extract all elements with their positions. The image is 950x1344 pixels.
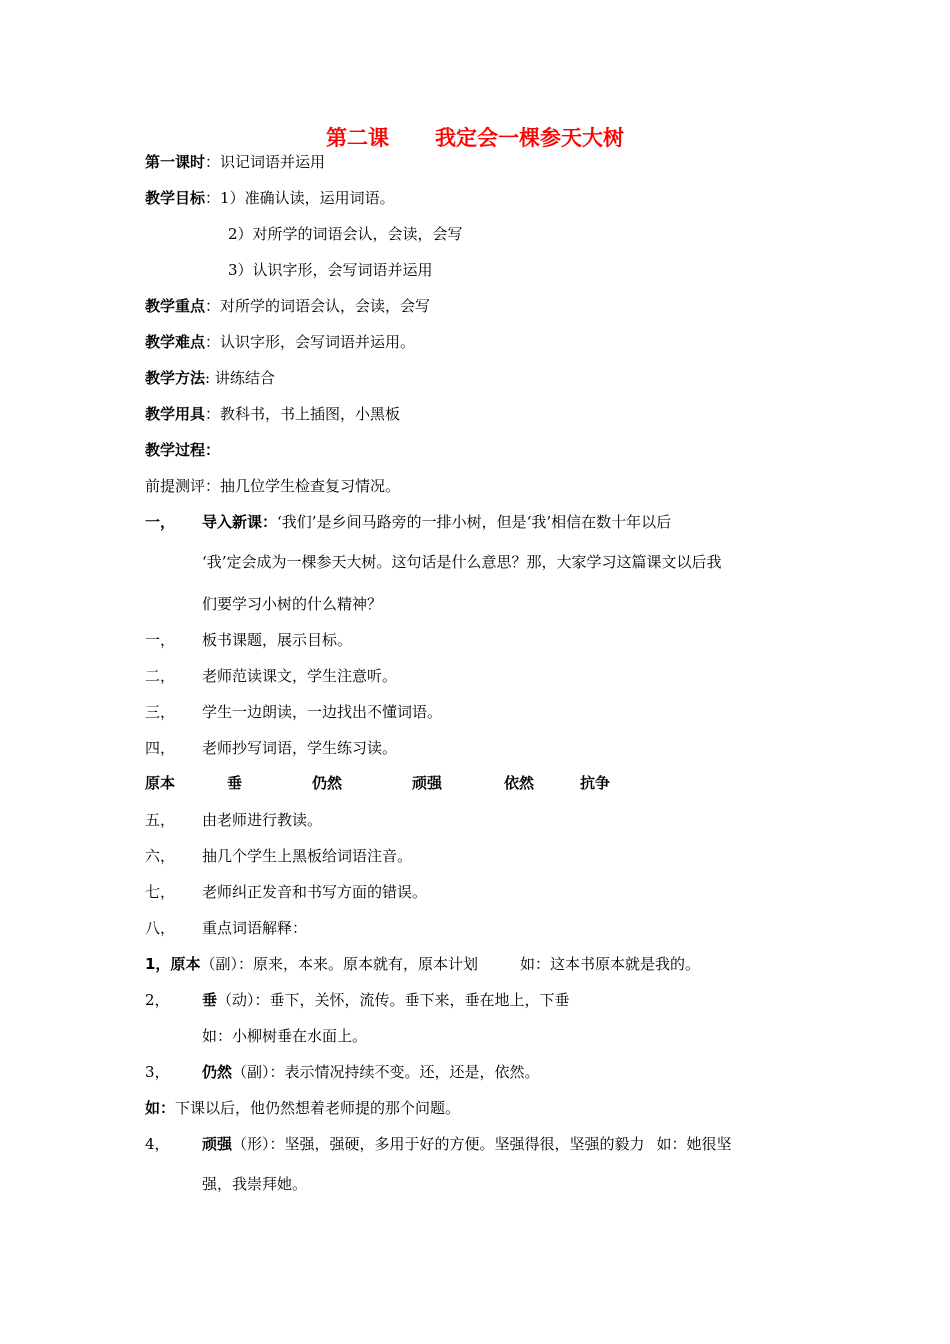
goal-item: 1）准确认读，运用词语。 <box>220 189 395 207</box>
key-point-line: 教学重点：对所学的词语会认，会读，会写 <box>145 297 431 315</box>
vocab-word: 垂 <box>227 774 243 792</box>
intro-line: 一， 导入新课：‘我们’是乡间马路旁的一排小树，但是‘我’相信在数十年以后 <box>145 513 672 531</box>
lesson-period-label: 第一课时 <box>145 153 206 171</box>
difficulty-label: 教学难点 <box>145 333 206 351</box>
vocab-word: 原本 <box>145 774 176 792</box>
method-line: 教学方法: 讲练结合 <box>145 369 275 387</box>
definition-word: 顽强 <box>202 1135 233 1153</box>
title-lesson-name: 我定会一棵参天大树 <box>435 126 624 150</box>
goal-item: 3）认识字形，会写词语并运用 <box>228 261 433 279</box>
definition-word: 仍然 <box>202 1063 233 1081</box>
definition-word: 原本 <box>170 955 201 973</box>
tools-label: 教学用具 <box>145 405 206 423</box>
step-item: 四， 老师抄写词语，学生练习读。 <box>145 739 398 757</box>
definition-item: 1，原本（副）：原来，本来。原本就有，原本计划 如：这本书原本就是我的。 <box>145 955 700 973</box>
definition-example: 如：小柳树垂在水面上。 <box>202 1027 368 1045</box>
step-item: 五， 由老师进行教读。 <box>145 811 323 829</box>
step-item: 六， 抽几个学生上黑板给词语注音。 <box>145 847 413 865</box>
page-title <box>0 122 950 152</box>
intro-continuation: 们要学习小树的什么精神？ <box>202 595 383 613</box>
goals-label: 教学目标 <box>145 189 206 207</box>
vocab-word: 顽强 <box>412 774 443 792</box>
intro-continuation: ‘我’定会成为一棵参天大树。这句话是什么意思？那，大家学习这篇课文以后我 <box>202 553 722 571</box>
definition-item: 2， 垂（动）：垂下，关怀，流传。垂下来，垂在地上，下垂 <box>145 991 570 1009</box>
lesson-period-line: 第一课时：识记词语并运用 <box>145 153 326 171</box>
difficulty-line: 教学难点：认识字形，会写词语并运用。 <box>145 333 416 351</box>
lesson-period-text: 识记词语并运用 <box>220 153 326 171</box>
step-item: 一， 板书课题，展示目标。 <box>145 631 353 649</box>
definition-example: 强，我崇拜她。 <box>202 1175 308 1193</box>
tools-line: 教学用具：教科书，书上插图，小黑板 <box>145 405 401 423</box>
definition-example: 如：下课以后，他仍然想着老师提的那个问题。 <box>145 1099 461 1117</box>
step-item: 二， 老师范读课文，学生注意听。 <box>145 667 398 685</box>
process-heading: 教学过程： <box>145 441 221 459</box>
step-item: 八， 重点词语解释： <box>145 919 308 937</box>
vocab-word: 抗争 <box>580 774 611 792</box>
pretest-line: 前提测评：抽几位学生检查复习情况。 <box>145 477 401 495</box>
step-item: 七， 老师纠正发音和书写方面的错误。 <box>145 883 428 901</box>
definition-item: 3， 仍然（副）：表示情况持续不变。还，还是，依然。 <box>145 1063 540 1081</box>
definition-item: 4， 顽强（形）：坚强，强硬，多用于好的方便。坚强得很，坚强的毅力 如：她很坚 <box>145 1135 732 1153</box>
vocab-word: 仍然 <box>312 774 343 792</box>
goal-item: 2）对所学的词语会认，会读，会写 <box>228 225 463 243</box>
step-item: 三， 学生一边朗读，一边找出不懂词语。 <box>145 703 443 721</box>
definition-example: 如：这本书原本就是我的。 <box>519 955 700 973</box>
intro-label: 导入新课 <box>202 513 263 531</box>
key-point-label: 教学重点 <box>145 297 206 315</box>
title-lesson-number: 第二课 <box>326 126 389 150</box>
vocab-word: 依然 <box>504 774 535 792</box>
definition-example: 如：她很坚 <box>656 1135 732 1153</box>
method-label: 教学方法 <box>145 369 206 387</box>
goals-line: 教学目标：1）准确认读，运用词语。 <box>145 189 395 207</box>
definition-word: 垂 <box>202 991 218 1009</box>
